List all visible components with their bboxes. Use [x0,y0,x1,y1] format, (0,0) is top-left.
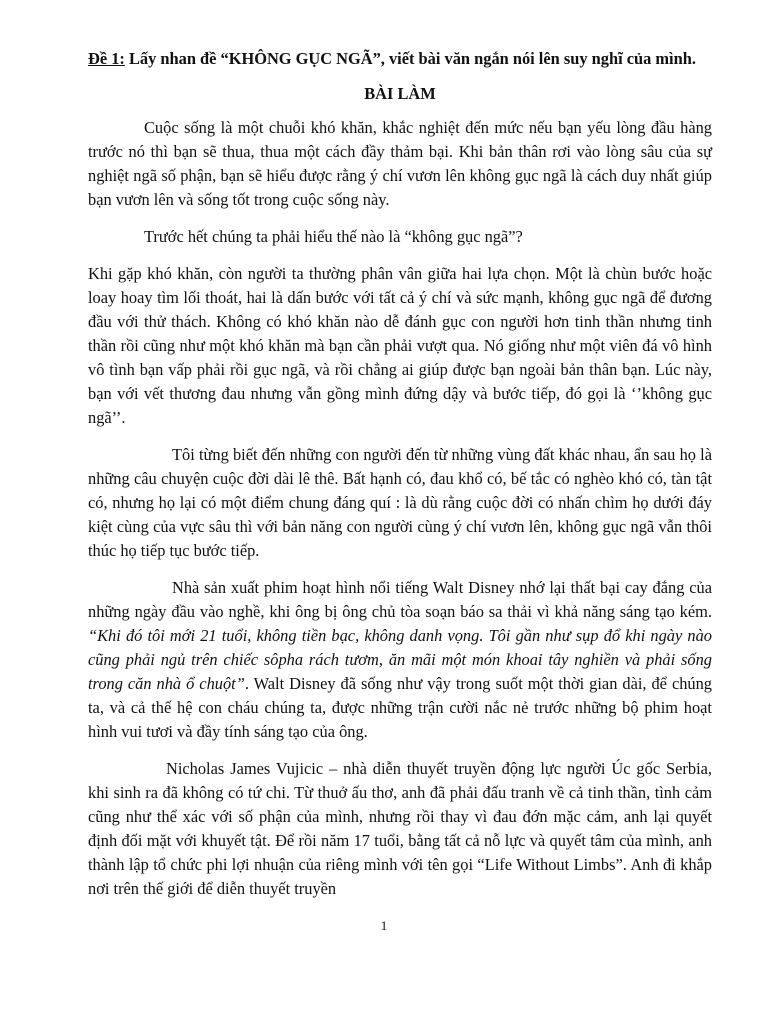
paragraph-intro: Cuộc sống là một chuỗi khó khăn, khắc nghiệt đến mức nếu bạn yếu lòng đầu hàng trước nó thì bạn sẽ thua, thua một cách đầy thảm bại. Khi bản thân rơi vào lòng sâu của sự nghiệt ngã số phận, bạn sẽ hiểu được rằng ý chí vươn lên không gục ngã là cách duy nhất giúp bạn vươn lên và sống tốt trong cuộc sống này. [88,118,712,209]
assignment-prompt [88,48,712,70]
page-number: 1 [380,918,388,933]
prompt-text: Lấy nhan đề “KHÔNG GỤC NGÃ”, viết bài văn ngắn nói lên suy nghĩ của mình. [124,49,696,68]
paragraph-question: Trước hết chúng ta phải hiểu thế nào là “không gục ngã”? [144,227,523,246]
paragraph-definition: Khi gặp khó khăn, còn người ta thường phân vân giữa hai lựa chọn. Một là chùn bước hoặc loay hoay tìm lối thoát, hai là dấn bước với tất cả ý chí và sức mạnh, không gục ngã để đương đầu với thử thách. Không có khó khăn nào dễ đánh gục con người hơn tinh thần nhưng tinh thần rồi cũng như một khó khăn mà bạn cần phải vượt qua. Nó giống như một viên đá vô hình vô tình bạn vấp phải rồi gục ngã, và rồi chẳng ai giúp được bạn ngoài bản thân bạn. Lúc này, bạn với vết thương đau nhưng vẫn gồng mình đứng dậy và bước tiếp, đó gọi là ‘’không gục ngã’’. [88,264,712,427]
disney-text-after: . Walt Disney đã sống như vậy trong suốt một thời gian dài, để chúng ta, và cả thế hệ con cháu chúng ta, được những trận cười nắc nẻ trước những bộ phim hoạt hình vui tươi và đầy tính sáng tạo của ông. [88,674,712,741]
essay-heading: BÀI LÀM [364,84,436,103]
paragraph-nick-vujicic: Nicholas James Vujicic – nhà diễn thuyết truyền động lực người Úc gốc Serbia, khi sinh ra đã không có tứ chi. Từ thuở ấu thơ, anh đã phải đấu tranh về cả tinh thần, tình cảm cũng như thể xác với số phận của mình, nhưng rồi thay vì đau đớn mặc cảm, anh lại quyết định đối mặt với khuyết tật. Để rồi năm 17 tuổi, bằng tất cả nỗ lực và quyết tâm của mình, anh thành lập tổ chức phi lợi nhuận của riêng mình với tên gọi “Life Without Limbs”. Anh đi khắp nơi trên thế giới để diễn thuyết truyền [88,759,712,898]
disney-text-before: Nhà sản xuất phim hoạt hình nổi tiếng Walt Disney nhớ lại thất bại cay đắng của những ngày đầu vào nghề, khi ông bị ông chủ tòa soạn báo sa thải vì khả năng sáng tạo kém. [88,578,712,621]
paragraph-people: Tôi từng biết đến những con người đến từ những vùng đất khác nhau, ẩn sau họ là những câu chuyện cuộc đời dài lê thê. Bất hạnh có, đau khổ có, bế tắc có nghèo khó có, tàn tật có, nhưng họ lại có một điểm chung đáng quí : là dù rằng cuộc đời có nhấn chìm họ dưới đáy kiệt cùng của vực sâu thì với bản năng con người cùng ý chí vươn lên, không gục ngã vẫn thôi thúc họ tiếp tục bước tiếp. [88,445,712,560]
prompt-label: Đề 1: [88,49,125,68]
paragraph-walt-disney [88,576,712,744]
disney-quote: “Khi đó tôi mới 21 tuổi, không tiền bạc, không danh vọng. Tôi gần như sụp đổ khi ngày nào cũng phải ngủ trên chiếc sôpha rách tươm, ăn mãi một món khoai tây nghiền và phải sống trong căn nhà ổ chuột” [88,626,712,693]
